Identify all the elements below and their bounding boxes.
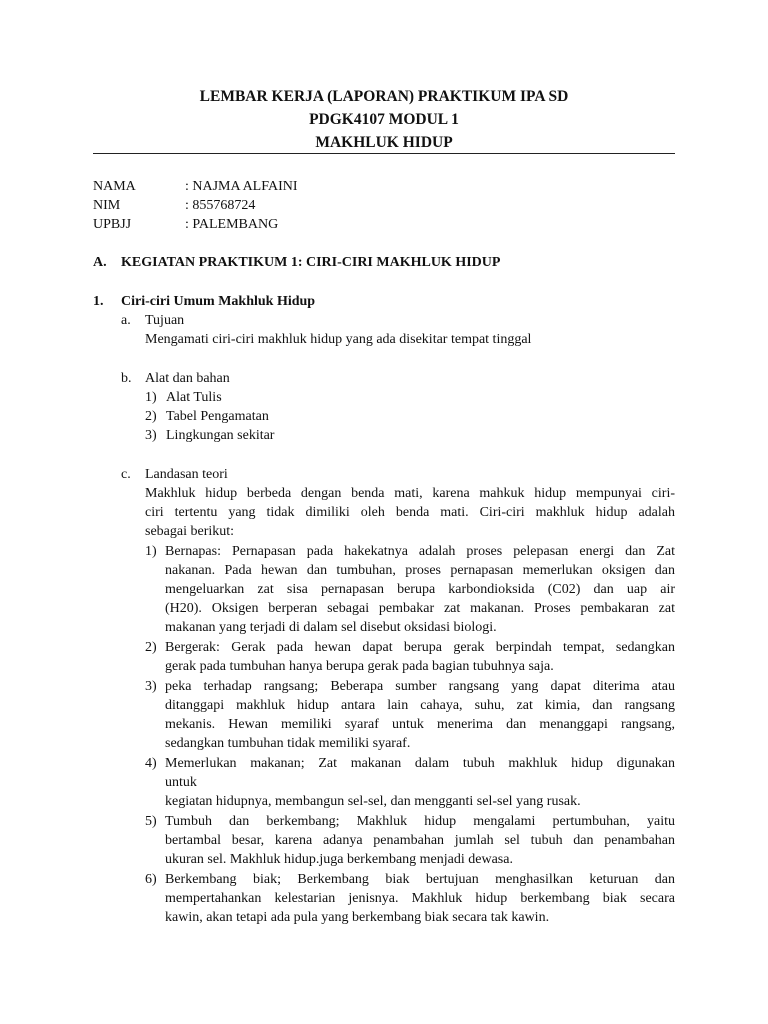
- doc-title-line-3: MAKHLUK HIDUP: [315, 134, 453, 151]
- landasan-marker: c.: [121, 467, 131, 482]
- alat-marker: b.: [121, 371, 132, 386]
- theory-item-num: 4): [145, 756, 157, 771]
- theory-item-line: kawin, akan tetapi ada pula yang berkembang biak secara tak kawin.: [165, 910, 550, 925]
- landasan-intro-line: ciri tertentu yang tidak dimiliki oleh benda mati. Ciri-ciri makhluk hidup adalah: [145, 505, 675, 520]
- identity-label-name: NAMA: [93, 179, 136, 194]
- theory-item-line: kegiatan hidupnya, membangun sel-sel, dan mengganti sel-sel yang rusak.: [165, 794, 581, 809]
- theory-item-line: untuk: [165, 775, 197, 790]
- theory-item-num: 6): [145, 872, 157, 887]
- theory-item-line: Bernapas: Pernapasan pada hakekatnya adalah proses pelepasan energi dan Zat: [165, 544, 675, 559]
- identity-label-upbjj: UPBJJ: [93, 217, 132, 232]
- alat-item-text: Alat Tulis: [166, 390, 222, 405]
- theory-item-line: sedangkan tumbuhan tidak memiliki syaraf.: [165, 736, 411, 751]
- identity-value-name: : NAJMA ALFAINI: [185, 179, 298, 194]
- theory-item-line: Tumbuh dan berkembang; Makhluk hidup mengalami pertumbuhan, yaitu: [165, 814, 675, 829]
- doc-title-line-2: PDGK4107 MODUL 1: [309, 111, 459, 128]
- theory-item-line: gerak pada tumbuhan hanya berupa gerak pada bagian tubuhnya saja.: [165, 659, 554, 674]
- theory-item-line: mekanis. Hewan memiliki syaraf untuk menerima dan menanggapi rangsang,: [165, 717, 675, 732]
- theory-item-line: bertambal besar, karena adanya penambahan jumlah sel tubuh dan penambahan: [165, 833, 675, 848]
- theory-item-line: ukuran sel. Makhluk hidup.juga berkembang menjadi dewasa.: [165, 852, 513, 867]
- header-divider: [93, 153, 675, 154]
- tujuan-marker: a.: [121, 313, 131, 328]
- theory-item-num: 5): [145, 814, 157, 829]
- theory-item-line: Bergerak: Gerak pada hewan dapat berupa gerak berpindah tempat, sedangkan: [165, 640, 675, 655]
- theory-item-line: nakanan. Pada hewan dan tumbuhan, proses pernapasan memerlukan oksigen dan: [165, 563, 675, 578]
- alat-item-num: 2): [145, 409, 157, 424]
- landasan-heading: Landasan teori: [145, 467, 228, 482]
- theory-item-line: peka terhadap rangsang; Beberapa sumber rangsang yang dapat diterima atau: [165, 679, 675, 694]
- identity-value-nim: : 855768724: [185, 198, 256, 213]
- theory-item-num: 1): [145, 544, 157, 559]
- identity-value-upbjj: : PALEMBANG: [185, 217, 279, 232]
- alat-heading: Alat dan bahan: [145, 371, 230, 386]
- part-1-title: Ciri-ciri Umum Makhluk Hidup: [121, 294, 316, 309]
- doc-title-line-1: LEMBAR KERJA (LAPORAN) PRAKTIKUM IPA SD: [199, 88, 569, 105]
- alat-item-num: 1): [145, 390, 157, 405]
- alat-item-text: Tabel Pengamatan: [166, 409, 269, 424]
- section-a-title: KEGIATAN PRAKTIKUM 1: CIRI-CIRI MAKHLUK HIDUP: [121, 255, 501, 270]
- identity-label-nim: NIM: [93, 198, 121, 213]
- theory-item-line: ditanggapi makhluk hidup antara lain cahaya, suhu, zat kimia, dan rangsang: [165, 698, 675, 713]
- theory-item-line: makanan yang terjadi di dalam sel disebut oksidasi biologi.: [165, 620, 497, 635]
- theory-item-line: mempertahankan kelestarian jenisnya. Makhluk hidup berkembang biak secara: [165, 891, 675, 906]
- landasan-intro-line: sebagai berikut:: [145, 524, 235, 539]
- theory-item-line: (H20). Oksigen berperan sebagai pembakar zat makanan. Proses pembakaran zat: [165, 601, 675, 616]
- theory-item-line: Berkembang biak; Berkembang biak bertujuan menghasilkan keturuan dan: [165, 872, 675, 887]
- tujuan-text: Mengamati ciri-ciri makhluk hidup yang ada disekitar tempat tinggal: [145, 332, 532, 347]
- theory-item-line: Memerlukan makanan; Zat makanan dalam tubuh makhluk hidup digunakan: [165, 756, 675, 771]
- alat-item-num: 3): [145, 428, 157, 443]
- theory-item-num: 3): [145, 679, 157, 694]
- part-1-marker: 1.: [93, 294, 104, 309]
- landasan-intro-line: Makhluk hidup berbeda dengan benda mati, karena mahkuk hidup mempunyai ciri-: [145, 486, 675, 501]
- tujuan-heading: Tujuan: [145, 313, 185, 328]
- alat-item-text: Lingkungan sekitar: [166, 428, 275, 443]
- section-a-marker: A.: [93, 255, 107, 270]
- theory-item-line: mengeluarkan zat sisa pernapasan berupa karbondioksida (C02) dan uap air: [165, 582, 675, 597]
- theory-item-num: 2): [145, 640, 157, 655]
